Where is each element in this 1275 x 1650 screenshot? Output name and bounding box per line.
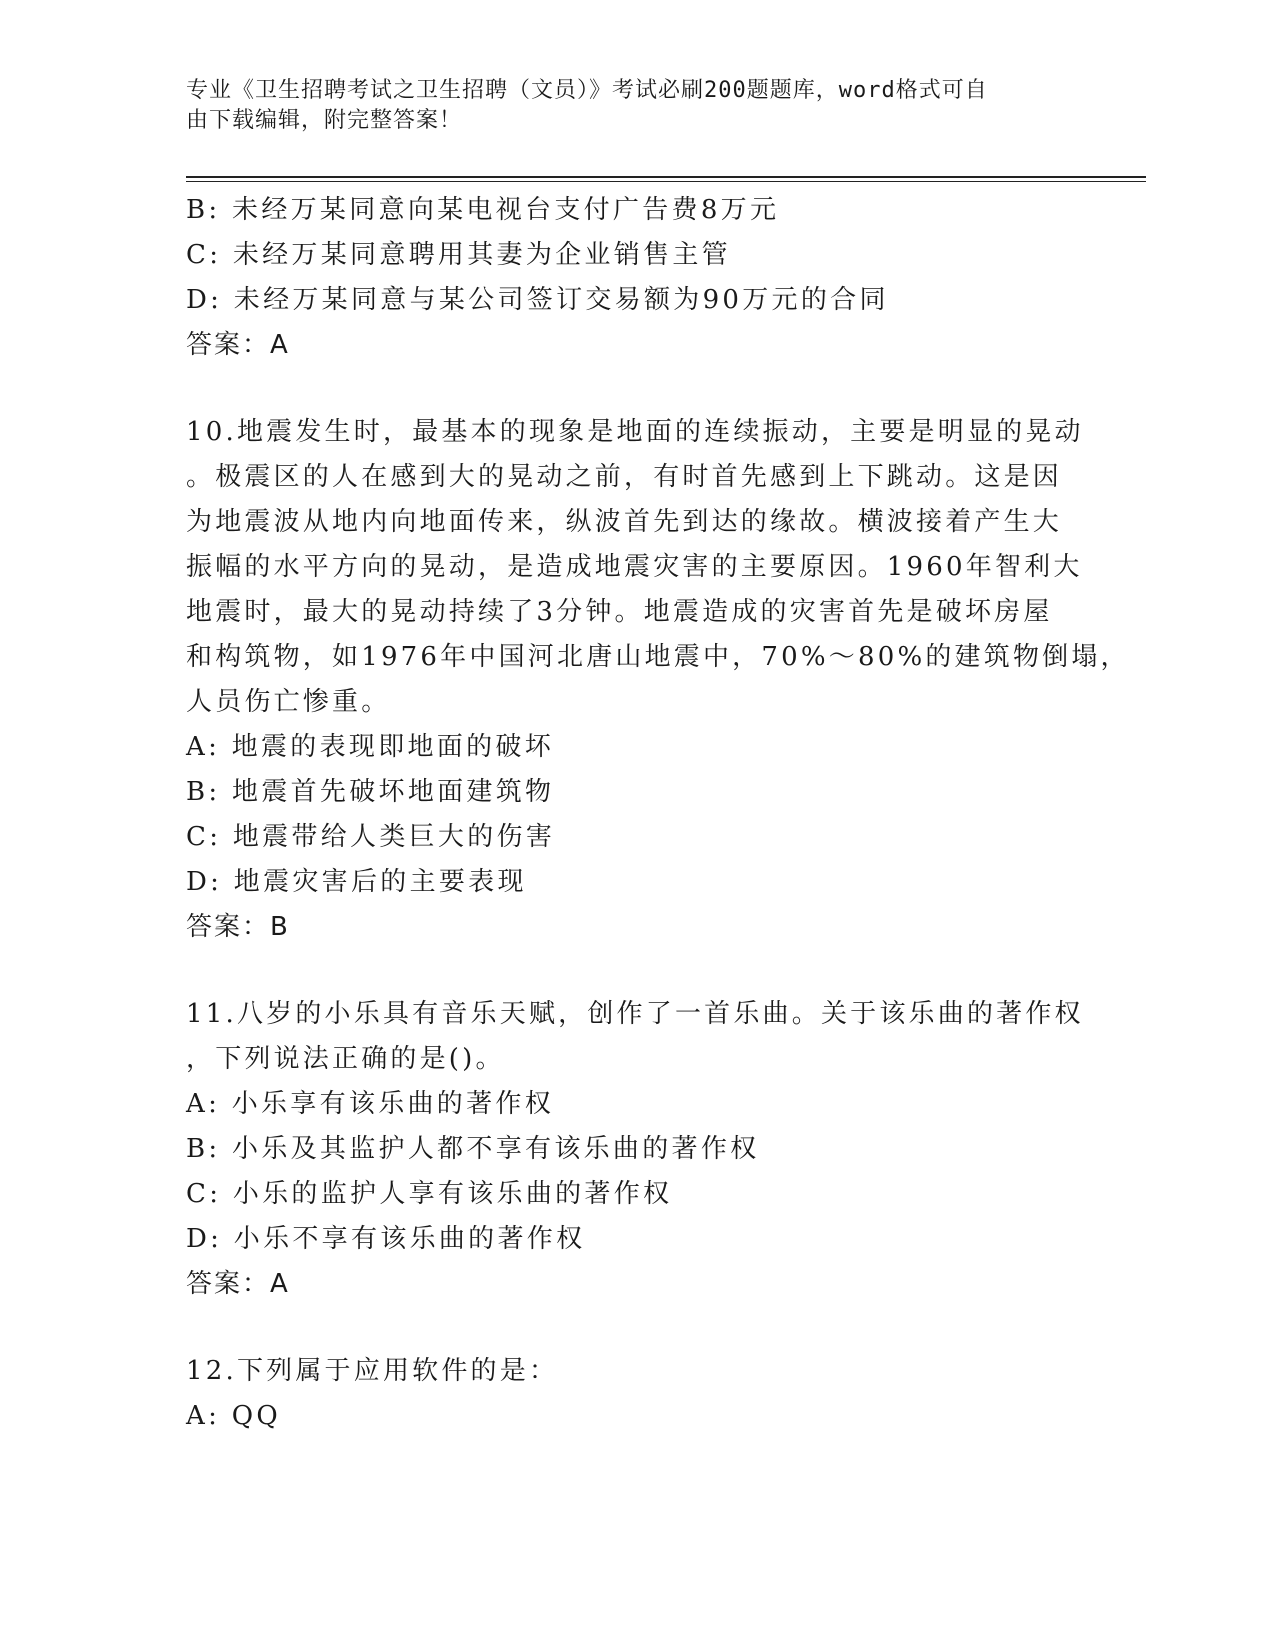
option-b: B: 小乐及其监护人都不享有该乐曲的著作权 bbox=[186, 1134, 760, 1164]
spacer bbox=[186, 368, 1066, 410]
spacer bbox=[186, 1307, 1066, 1349]
header-rule-thin bbox=[186, 181, 1146, 182]
answer: 答案：A bbox=[186, 330, 290, 360]
option-a: A: 地震的表现即地面的破坏 bbox=[186, 732, 555, 762]
header-line-2: 由下载编辑，附完整答案！ bbox=[186, 108, 463, 133]
question-stem-line: 。极震区的人在感到大的晃动之前，有时首先感到上下跳动。这是因 bbox=[186, 462, 1063, 492]
question-stem-line: 为地震波从地内向地面传来，纵波首先到达的缘故。横波接着产生大 bbox=[186, 507, 1063, 537]
question-stem-line: 人员伤亡惨重。 bbox=[186, 687, 391, 717]
question-stem-line: 和构筑物，如1976年中国河北唐山地震中，70%～80%的建筑物倒塌， bbox=[186, 642, 1130, 672]
question-stem-line: 11.八岁的小乐具有音乐天赋，创作了一首乐曲。关于该乐曲的著作权 bbox=[186, 999, 1084, 1029]
answer: 答案：B bbox=[186, 912, 290, 942]
option-a: A: QQ bbox=[186, 1401, 281, 1431]
option-d: D: 小乐不享有该乐曲的著作权 bbox=[186, 1224, 586, 1254]
question-stem-line: 地震时，最大的晃动持续了3分钟。地震造成的灾害首先是破坏房屋 bbox=[186, 597, 1053, 627]
question-12 bbox=[186, 1349, 1066, 1439]
option-c: C: 未经万某同意聘用其妻为企业销售主管 bbox=[186, 240, 731, 270]
question-stem-line: ，下列说法正确的是()。 bbox=[186, 1044, 505, 1074]
option-a: A: 小乐享有该乐曲的著作权 bbox=[186, 1089, 555, 1119]
document-header bbox=[186, 76, 1056, 136]
option-d: D: 地震灾害后的主要表现 bbox=[186, 867, 527, 897]
question-stem-line: 振幅的水平方向的晃动，是造成地震灾害的主要原因。1960年智利大 bbox=[186, 552, 1083, 582]
option-b: B: 地震首先破坏地面建筑物 bbox=[186, 777, 555, 807]
option-b: B: 未经万某同意向某电视台支付广告费8万元 bbox=[186, 195, 780, 225]
answer: 答案：A bbox=[186, 1269, 290, 1299]
option-d: D: 未经万某同意与某公司签订交易额为90万元的合同 bbox=[186, 285, 889, 315]
option-c: C: 地震带给人类巨大的伤害 bbox=[186, 822, 556, 852]
spacer bbox=[186, 950, 1066, 992]
question-11 bbox=[186, 992, 1084, 1307]
question-stem-line: 10.地震发生时，最基本的现象是地面的连续振动，主要是明显的晃动 bbox=[186, 417, 1084, 447]
header-line-1: 专业《卫生招聘考试之卫生招聘（文员）》考试必刷200题题库，word格式可自 bbox=[186, 78, 988, 103]
document-body bbox=[186, 188, 1130, 1439]
question-9 bbox=[186, 188, 1066, 368]
question-10 bbox=[186, 410, 1130, 950]
question-stem-line: 12.下列属于应用软件的是： bbox=[186, 1356, 559, 1386]
header-rule-thick bbox=[186, 176, 1146, 178]
option-c: C: 小乐的监护人享有该乐曲的著作权 bbox=[186, 1179, 673, 1209]
